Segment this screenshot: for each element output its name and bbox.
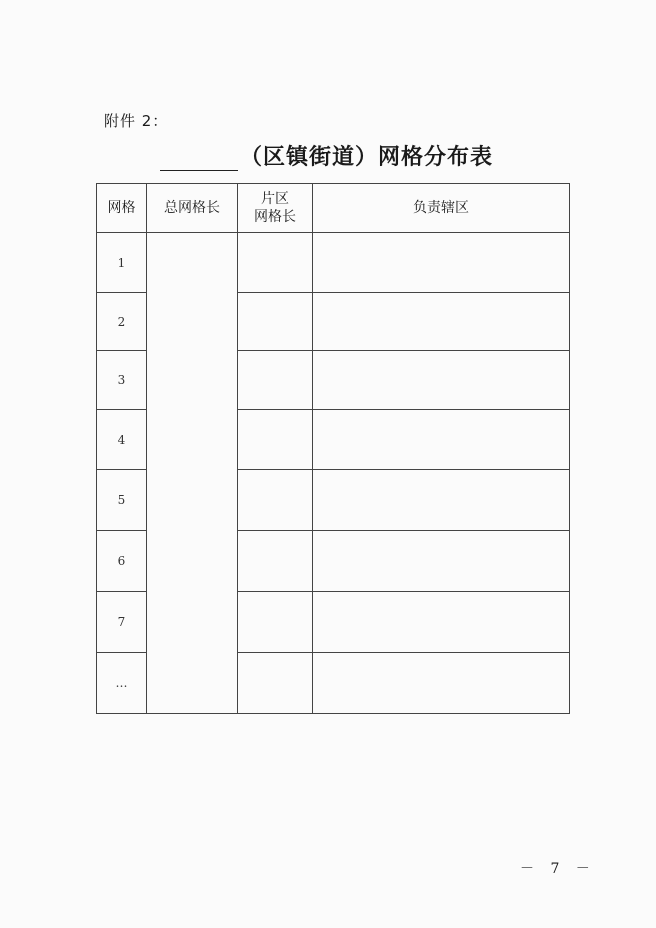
row-number: …	[97, 653, 147, 714]
area-chief-cell	[238, 470, 313, 531]
attachment-label: 附件 2：	[104, 112, 169, 130]
grid-distribution-table	[96, 183, 570, 714]
jurisdiction-cell	[313, 592, 570, 653]
table-header-row	[97, 184, 570, 233]
row-number: 1	[97, 233, 147, 293]
area-chief-cell	[238, 351, 313, 410]
title-blank-line	[160, 144, 238, 171]
area-chief-cell	[238, 410, 313, 470]
page-title: （区镇街道）网格分布表	[240, 144, 494, 170]
header-area-chief	[238, 184, 313, 233]
row-number: 5	[97, 470, 147, 531]
header-grid: 网格	[97, 184, 147, 233]
header-jurisdiction: 负责辖区	[313, 184, 570, 233]
row-number: 7	[97, 592, 147, 653]
area-chief-cell	[238, 233, 313, 293]
table-row	[97, 233, 570, 293]
header-area-line1: 片区	[261, 191, 289, 207]
title-block	[160, 140, 493, 171]
row-number: 4	[97, 410, 147, 470]
chief-cell	[147, 233, 238, 714]
area-chief-cell	[238, 293, 313, 351]
header-chief: 总网格长	[147, 184, 238, 233]
header-area-line2: 网格长	[254, 209, 296, 225]
jurisdiction-cell	[313, 410, 570, 470]
row-number: 2	[97, 293, 147, 351]
row-number: 6	[97, 531, 147, 592]
jurisdiction-cell	[313, 293, 570, 351]
area-chief-cell	[238, 592, 313, 653]
area-chief-cell	[238, 653, 313, 714]
jurisdiction-cell	[313, 233, 570, 293]
jurisdiction-cell	[313, 470, 570, 531]
page-number: － 7 －	[520, 861, 596, 877]
jurisdiction-cell	[313, 531, 570, 592]
jurisdiction-cell	[313, 351, 570, 410]
row-number: 3	[97, 351, 147, 410]
area-chief-cell	[238, 531, 313, 592]
jurisdiction-cell	[313, 653, 570, 714]
